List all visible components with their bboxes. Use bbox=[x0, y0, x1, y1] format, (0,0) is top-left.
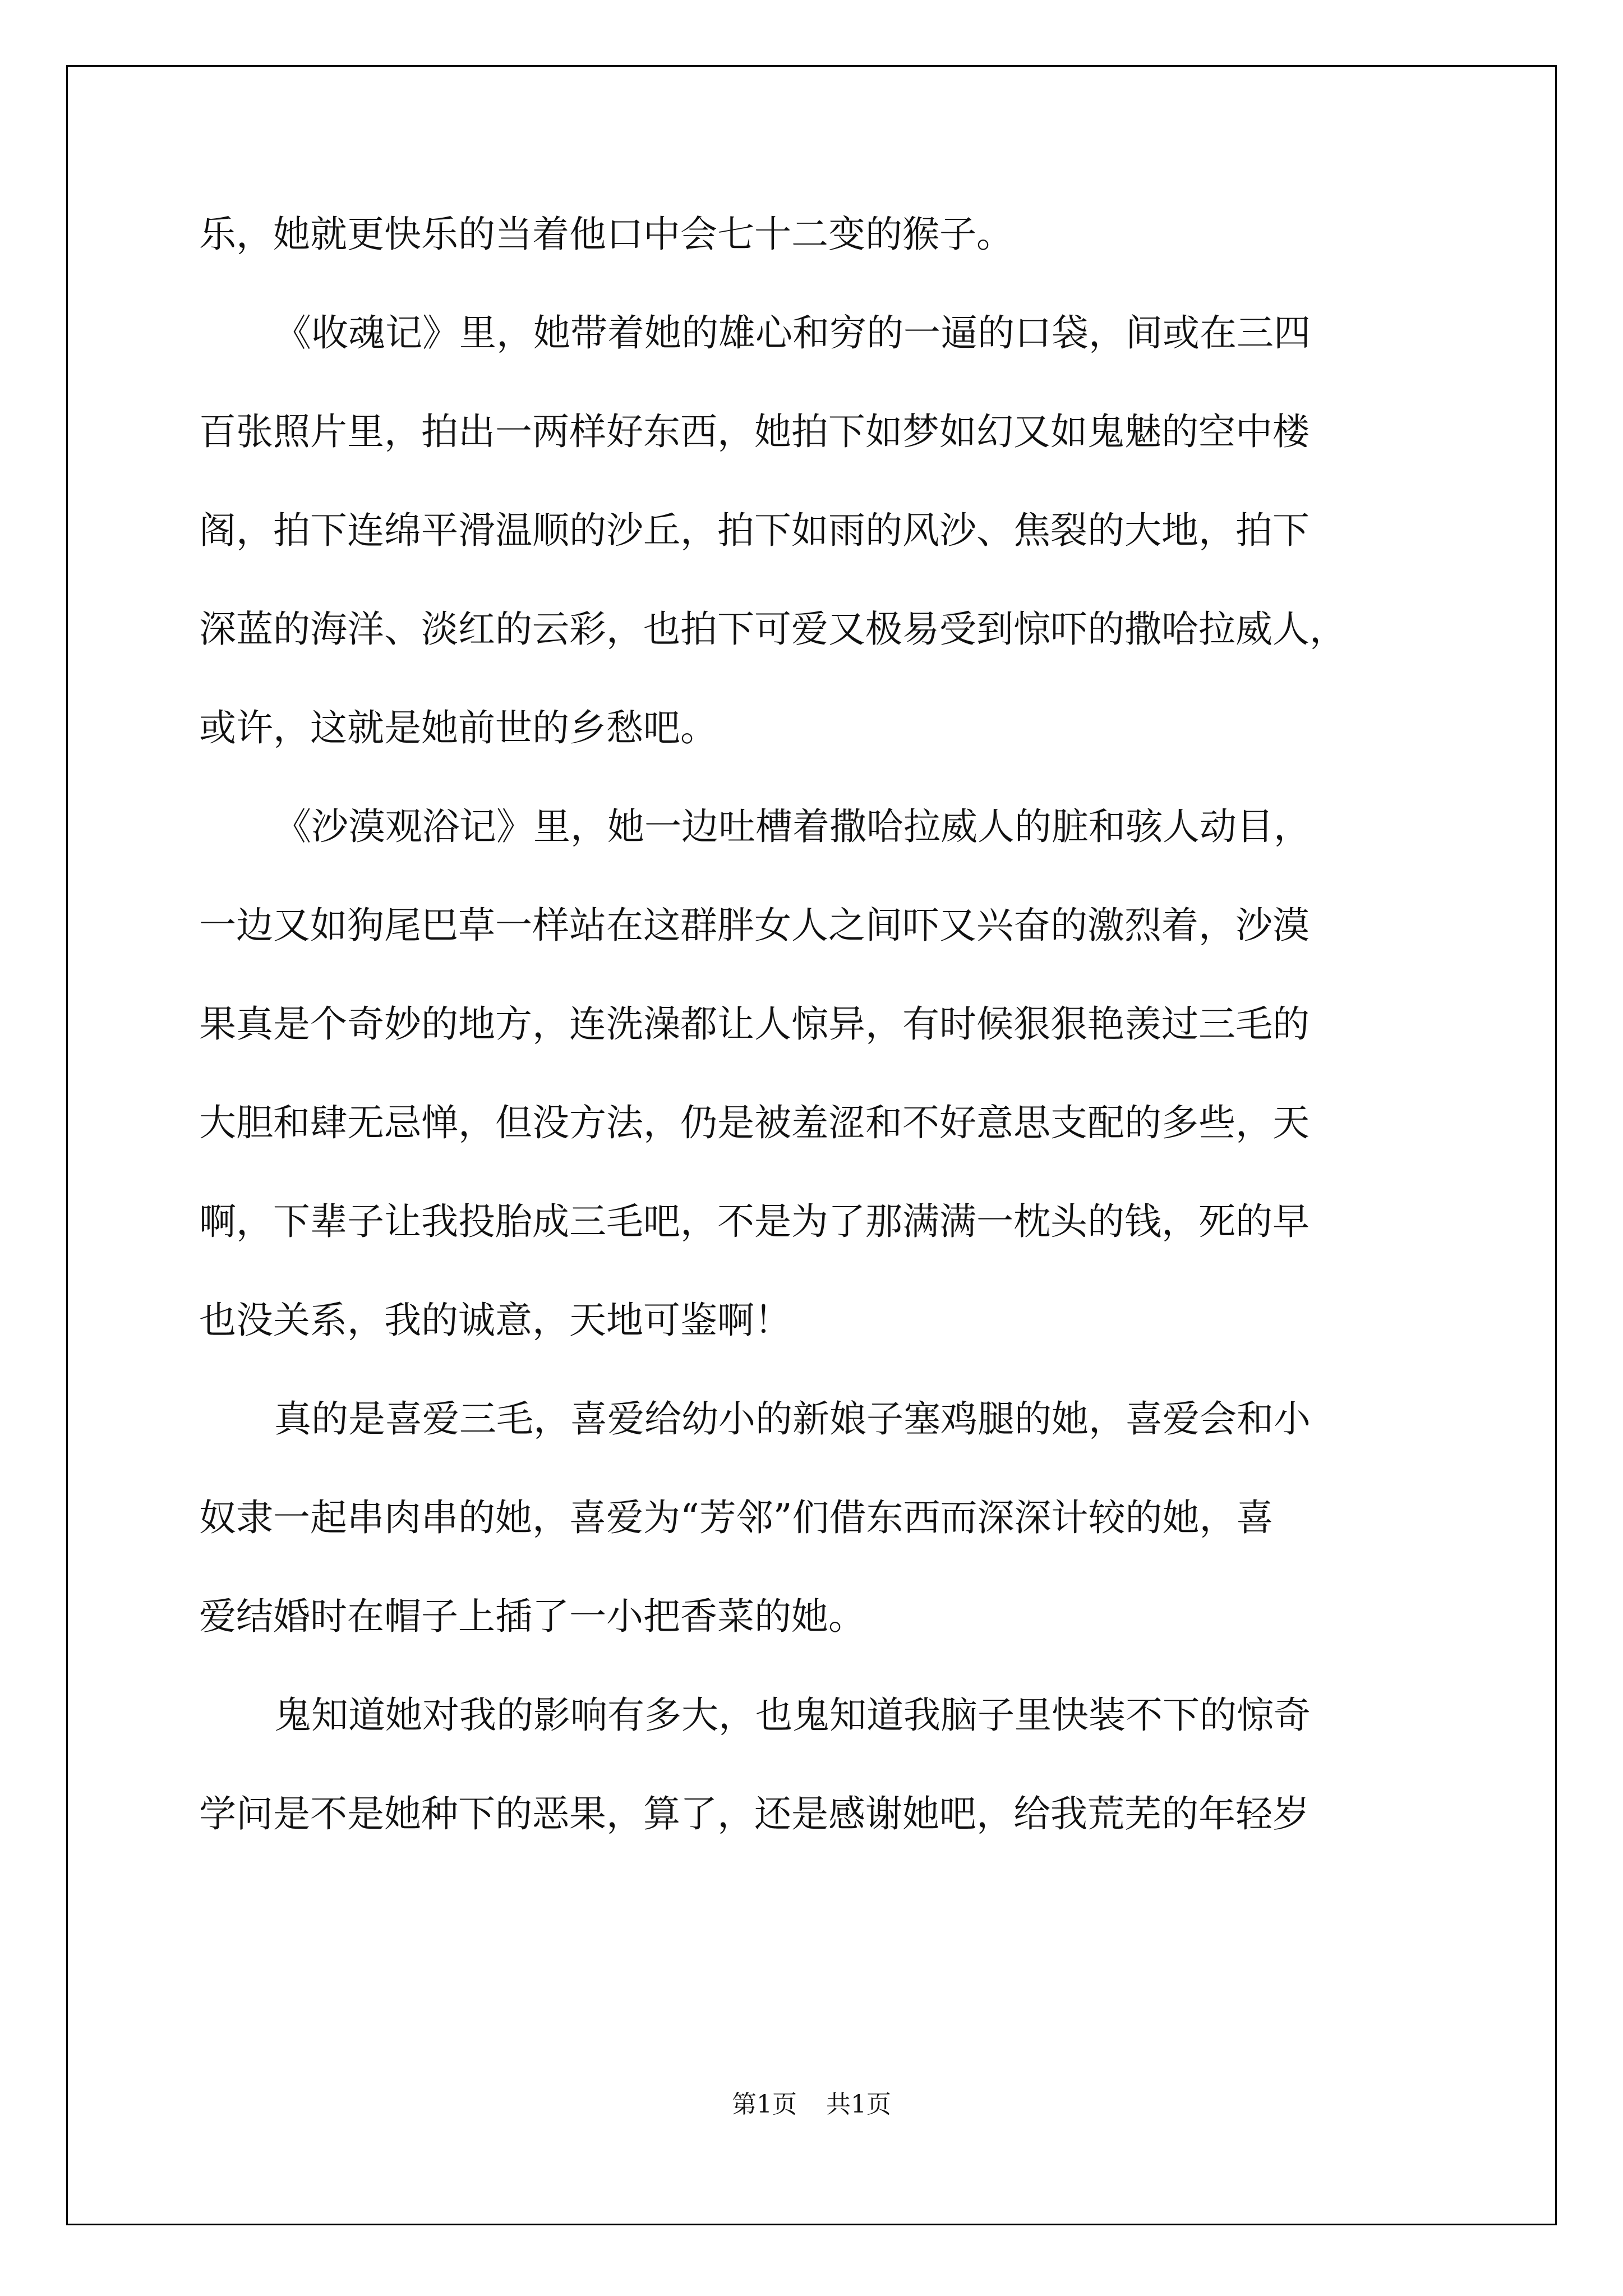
page-number-current: 第1页 bbox=[732, 2090, 797, 2119]
document-body bbox=[199, 185, 1467, 1864]
text-line: 啊，下辈子让我投胎成三毛吧，不是为了那满满一枕头的钱，死的早 bbox=[199, 1200, 1310, 1243]
paragraph bbox=[199, 1666, 1467, 1864]
page-footer bbox=[0, 2084, 1623, 2120]
paragraph bbox=[199, 777, 1467, 1370]
text-line: 阁，拍下连绵平滑温顺的沙丘，拍下如雨的风沙、焦裂的大地，拍下 bbox=[199, 509, 1310, 552]
paragraph bbox=[199, 1370, 1467, 1666]
text-line: 学问是不是她种下的恶果，算了，还是感谢她吧，给我荒芜的年轻岁 bbox=[199, 1792, 1310, 1835]
text-line: 鬼知道她对我的影响有多大，也鬼知道我脑子里快装不下的惊奇 bbox=[274, 1694, 1311, 1737]
text-line: 真的是喜爱三毛，喜爱给幼小的新娘子塞鸡腿的她，喜爱会和小 bbox=[274, 1397, 1311, 1441]
text-line: 《收魂记》里，她带着她的雄心和穷的一逼的口袋，间或在三四 bbox=[274, 311, 1311, 355]
text-line: 深蓝的海洋、淡红的云彩，也拍下可爱又极易受到惊吓的撒哈拉威人， bbox=[199, 608, 1347, 651]
text-line: 乐，她就更快乐的当着他口中会七十二变的猴子。 bbox=[199, 213, 1013, 256]
text-line: 或许，这就是她前世的乡愁吧。 bbox=[199, 706, 717, 749]
text-line: 果真是个奇妙的地方，连洗澡都让人惊异，有时候狠狠艳羡过三毛的 bbox=[199, 1002, 1310, 1046]
text-line: 奴隶一起串肉串的她，喜爱为“芳邻”们借东西而深深计较的她，喜 bbox=[199, 1496, 1274, 1539]
text-line: 大胆和肆无忌惮，但没方法，仍是被羞涩和不好意思支配的多些，天 bbox=[199, 1101, 1310, 1144]
paragraph bbox=[199, 185, 1467, 284]
text-line: 百张照片里，拍出一两样好东西，她拍下如梦如幻又如鬼魅的空中楼 bbox=[199, 410, 1310, 453]
text-line: 也没关系，我的诚意，天地可鉴啊！ bbox=[199, 1299, 791, 1342]
text-line: 一边又如狗尾巴草一样站在这群胖女人之间吓又兴奋的激烈着，沙漠 bbox=[199, 904, 1310, 947]
page-number-total: 共1页 bbox=[826, 2090, 891, 2119]
text-line: 爱结婚时在帽子上插了一小把香菜的她。 bbox=[199, 1595, 865, 1638]
paragraph bbox=[199, 284, 1467, 777]
text-line: 《沙漠观浴记》里，她一边吐槽着撒哈拉威人的脏和骇人动目， bbox=[274, 805, 1311, 848]
